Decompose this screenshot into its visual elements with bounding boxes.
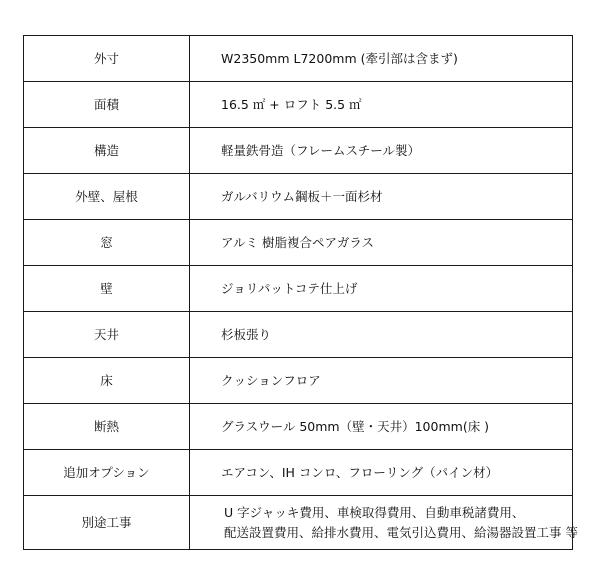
row-label: 追加オプション	[24, 450, 190, 496]
table-row-window	[24, 220, 573, 266]
row-value: 杉板張り	[190, 312, 573, 358]
row-label: 外寸	[24, 36, 190, 82]
table-row-exterior-roof	[24, 174, 573, 220]
row-value: 16.5 ㎡ + ロフト 5.5 ㎡	[190, 82, 573, 128]
table-row-options	[24, 450, 573, 496]
table-row-insulation	[24, 404, 573, 450]
table-row-separate-work	[24, 496, 573, 550]
row-label: 別途工事	[24, 496, 190, 550]
row-label: 構造	[24, 128, 190, 174]
row-value: W2350mm L7200mm (牽引部は含まず)	[190, 36, 573, 82]
row-value-line: U 字ジャッキ費用、車検取得費用、自動車税諸費用、	[224, 505, 525, 521]
row-label: 床	[24, 358, 190, 404]
table-row-area	[24, 82, 573, 128]
row-label: 断熱	[24, 404, 190, 450]
row-value: ジョリパットコテ仕上げ	[190, 266, 573, 312]
row-label: 天井	[24, 312, 190, 358]
table-row-floor	[24, 358, 573, 404]
table-row-wall	[24, 266, 573, 312]
row-value: グラスウール 50mm（壁・天井）100mm(床 )	[190, 404, 573, 450]
table-row-ceiling	[24, 312, 573, 358]
table-row-dimensions	[24, 36, 573, 82]
row-label: 壁	[24, 266, 190, 312]
row-value	[190, 496, 578, 550]
row-value: 軽量鉄骨造（フレームスチール製）	[190, 128, 573, 174]
row-value-line: 配送設置費用、給排水費用、電気引込費用、給湯器設置工事 等	[224, 524, 578, 540]
table-row-structure	[24, 128, 573, 174]
spec-table	[23, 35, 578, 550]
row-value: クッションフロア	[190, 358, 573, 404]
row-value: ガルバリウム鋼板＋一面杉材	[190, 174, 573, 220]
row-label: 外壁、屋根	[24, 174, 190, 220]
row-value: エアコン、IH コンロ、フローリング（パイン材）	[190, 450, 573, 496]
row-label: 面積	[24, 82, 190, 128]
row-value: アルミ 樹脂複合ペアガラス	[190, 220, 573, 266]
row-label: 窓	[24, 220, 190, 266]
